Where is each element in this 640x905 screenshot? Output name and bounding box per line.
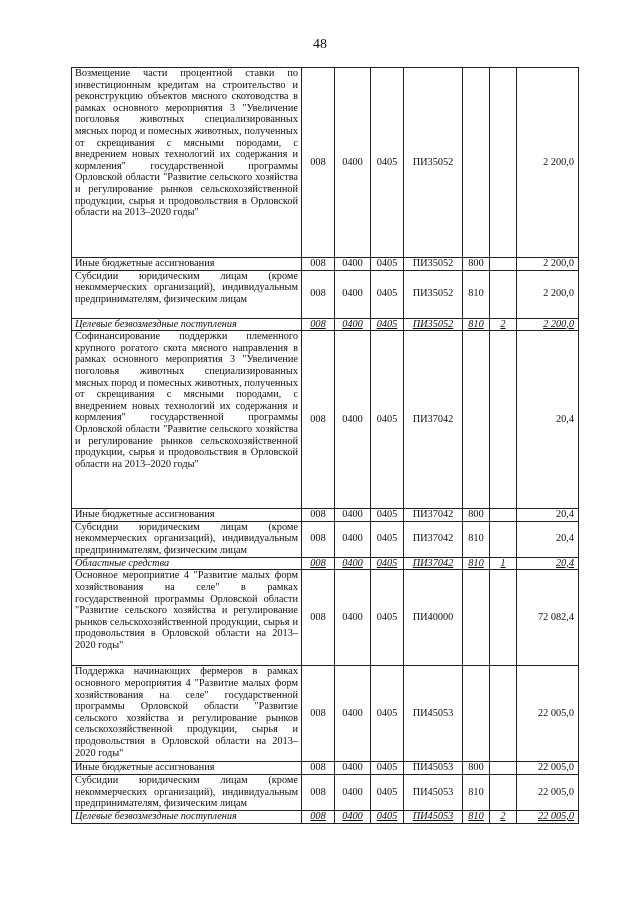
cell-admin-code: 008: [302, 810, 335, 823]
cell-subsection: 0405: [371, 810, 404, 823]
cell-subsection: 0405: [371, 270, 404, 318]
cell-funding-source: [490, 762, 517, 775]
cell-subsection: 0405: [371, 68, 404, 258]
cell-subsection: 0405: [371, 331, 404, 509]
cell-target-article: ПИ37042: [404, 509, 463, 522]
cell-expense-type: 800: [463, 762, 490, 775]
cell-admin-code: 008: [302, 521, 335, 557]
cell-funding-source: [490, 258, 517, 271]
cell-section: 0400: [335, 666, 371, 762]
cell-funding-source: [490, 521, 517, 557]
cell-admin-code: 008: [302, 557, 335, 570]
cell-funding-source: [490, 68, 517, 258]
table-row: [72, 270, 579, 318]
cell-admin-code: 008: [302, 258, 335, 271]
cell-target-article: ПИ40000: [404, 570, 463, 666]
cell-subsection: 0405: [371, 570, 404, 666]
cell-target-article: ПИ45053: [404, 810, 463, 823]
table-body: [72, 68, 579, 824]
cell-amount: 20,4: [517, 331, 579, 509]
cell-name: Иные бюджетные ассигнования: [72, 509, 302, 522]
cell-amount: 2 200,0: [517, 68, 579, 258]
cell-section: 0400: [335, 762, 371, 775]
cell-name: Софинансирование поддержки племенного крупного рогатого скота мясного направления в рамках основного мероприятия 3 "Увеличение поголовья животных специализированных мясных пород и помесных животных, полученных от скрещивания с мясными породами, с внедрением новых технологий их содержания и кормления" государственной программы Орловской области "Развитие сельского хозяйства и регулирование рынков сельскохозяйственной продукции, сырья и продовольствия в Орловской области на 2013–2020 годы": [72, 331, 302, 509]
cell-section: 0400: [335, 521, 371, 557]
cell-subsection: 0405: [371, 258, 404, 271]
cell-expense-type: [463, 666, 490, 762]
cell-target-article: ПИ45053: [404, 774, 463, 810]
cell-section: 0400: [335, 774, 371, 810]
cell-section: 0400: [335, 557, 371, 570]
cell-expense-type: [463, 68, 490, 258]
cell-funding-source: [490, 509, 517, 522]
table-row: [72, 557, 579, 570]
page-number: 48: [313, 37, 327, 52]
cell-subsection: 0405: [371, 557, 404, 570]
cell-expense-type: 810: [463, 270, 490, 318]
cell-admin-code: 008: [302, 270, 335, 318]
cell-expense-type: 810: [463, 774, 490, 810]
cell-name: Субсидии юридическим лицам (кроме некоммерческих организаций), индивидуальным предпринимателям, физическим лицам: [72, 270, 302, 318]
cell-section: 0400: [335, 810, 371, 823]
cell-funding-source: 1: [490, 557, 517, 570]
cell-amount: 20,4: [517, 509, 579, 522]
cell-amount: 22 005,0: [517, 810, 579, 823]
cell-expense-type: 800: [463, 509, 490, 522]
cell-target-article: ПИ35052: [404, 318, 463, 331]
table-row: [72, 570, 579, 666]
cell-funding-source: [490, 331, 517, 509]
cell-target-article: ПИ37042: [404, 331, 463, 509]
cell-amount: 2 200,0: [517, 270, 579, 318]
cell-expense-type: 810: [463, 318, 490, 331]
cell-admin-code: 008: [302, 68, 335, 258]
cell-amount: 22 005,0: [517, 762, 579, 775]
cell-subsection: 0405: [371, 509, 404, 522]
cell-amount: 2 200,0: [517, 258, 579, 271]
cell-subsection: 0405: [371, 666, 404, 762]
cell-section: 0400: [335, 318, 371, 331]
cell-section: 0400: [335, 509, 371, 522]
cell-section: 0400: [335, 270, 371, 318]
cell-subsection: 0405: [371, 762, 404, 775]
cell-target-article: ПИ45053: [404, 666, 463, 762]
cell-name: Целевые безвозмездные поступления: [72, 810, 302, 823]
cell-target-article: ПИ35052: [404, 270, 463, 318]
cell-admin-code: 008: [302, 509, 335, 522]
cell-name: Областные средства: [72, 557, 302, 570]
cell-subsection: 0405: [371, 318, 404, 331]
cell-amount: 2 200,0: [517, 318, 579, 331]
cell-target-article: ПИ35052: [404, 258, 463, 271]
cell-name: Возмещение части процентной ставки по инвестиционным кредитам на строительство и реконструкцию объектов мясного скотоводства в рамках основного мероприятия 3 "Увеличение поголовья животных специализированных мясных пород и помесных животных, полученных от скрещивания с мясными породами, с внедрением новых технологий их содержания и кормления" государственной программы Орловской области "Развитие сельского хозяйства и регулирование рынков сельскохозяйственной продукции, сырья и продовольствия в Орловской области на 2013–2020 годы": [72, 68, 302, 258]
cell-name: Субсидии юридическим лицам (кроме некоммерческих организаций), индивидуальным предпринимателям, физическим лицам: [72, 774, 302, 810]
cell-section: 0400: [335, 331, 371, 509]
cell-amount: 22 005,0: [517, 774, 579, 810]
cell-amount: 22 005,0: [517, 666, 579, 762]
table-row: [72, 509, 579, 522]
table-row: [72, 318, 579, 331]
cell-amount: 20,4: [517, 521, 579, 557]
cell-funding-source: [490, 570, 517, 666]
cell-funding-source: 2: [490, 318, 517, 331]
cell-expense-type: [463, 331, 490, 509]
cell-funding-source: [490, 774, 517, 810]
cell-section: 0400: [335, 258, 371, 271]
table-row: [72, 774, 579, 810]
table-row: [72, 762, 579, 775]
table-row: [72, 258, 579, 271]
cell-amount: 72 082,4: [517, 570, 579, 666]
cell-funding-source: 2: [490, 810, 517, 823]
cell-admin-code: 008: [302, 774, 335, 810]
cell-admin-code: 008: [302, 666, 335, 762]
cell-target-article: ПИ45053: [404, 762, 463, 775]
cell-target-article: ПИ37042: [404, 521, 463, 557]
cell-target-article: ПИ35052: [404, 68, 463, 258]
cell-name: Иные бюджетные ассигнования: [72, 258, 302, 271]
table-row: [72, 666, 579, 762]
cell-expense-type: [463, 570, 490, 666]
cell-amount: 20,4: [517, 557, 579, 570]
cell-funding-source: [490, 666, 517, 762]
cell-funding-source: [490, 270, 517, 318]
cell-name: Основное мероприятие 4 "Развитие малых форм хозяйствования на селе" в рамках государственной программы Орловской области "Развитие сельского хозяйства и регулирование рынков сельскохозяйственной продукции, сырья и продовольствия в Орловской области на 2013–2020 годы": [72, 570, 302, 666]
cell-subsection: 0405: [371, 774, 404, 810]
table-row: [72, 68, 579, 258]
cell-section: 0400: [335, 68, 371, 258]
cell-target-article: ПИ37042: [404, 557, 463, 570]
cell-name: Целевые безвозмездные поступления: [72, 318, 302, 331]
cell-name: Субсидии юридическим лицам (кроме некоммерческих организаций), индивидуальным предпринимателям, физическим лицам: [72, 521, 302, 557]
cell-admin-code: 008: [302, 318, 335, 331]
budget-table: [71, 67, 579, 824]
cell-section: 0400: [335, 570, 371, 666]
cell-admin-code: 008: [302, 762, 335, 775]
cell-expense-type: 810: [463, 810, 490, 823]
cell-name: Поддержка начинающих фермеров в рамках основного мероприятия 4 "Развитие малых форм хозяйствования на селе" государственной программы Орловской области "Развитие сельского хозяйства и регулирование рынков сельскохозяйственной продукции, сырья и продовольствия в Орловской области на 2013–2020 годы": [72, 666, 302, 762]
cell-expense-type: 800: [463, 258, 490, 271]
cell-admin-code: 008: [302, 570, 335, 666]
cell-expense-type: 810: [463, 521, 490, 557]
cell-expense-type: 810: [463, 557, 490, 570]
table-row: [72, 331, 579, 509]
table-row: [72, 521, 579, 557]
cell-name: Иные бюджетные ассигнования: [72, 762, 302, 775]
cell-subsection: 0405: [371, 521, 404, 557]
table-row: [72, 810, 579, 823]
cell-admin-code: 008: [302, 331, 335, 509]
